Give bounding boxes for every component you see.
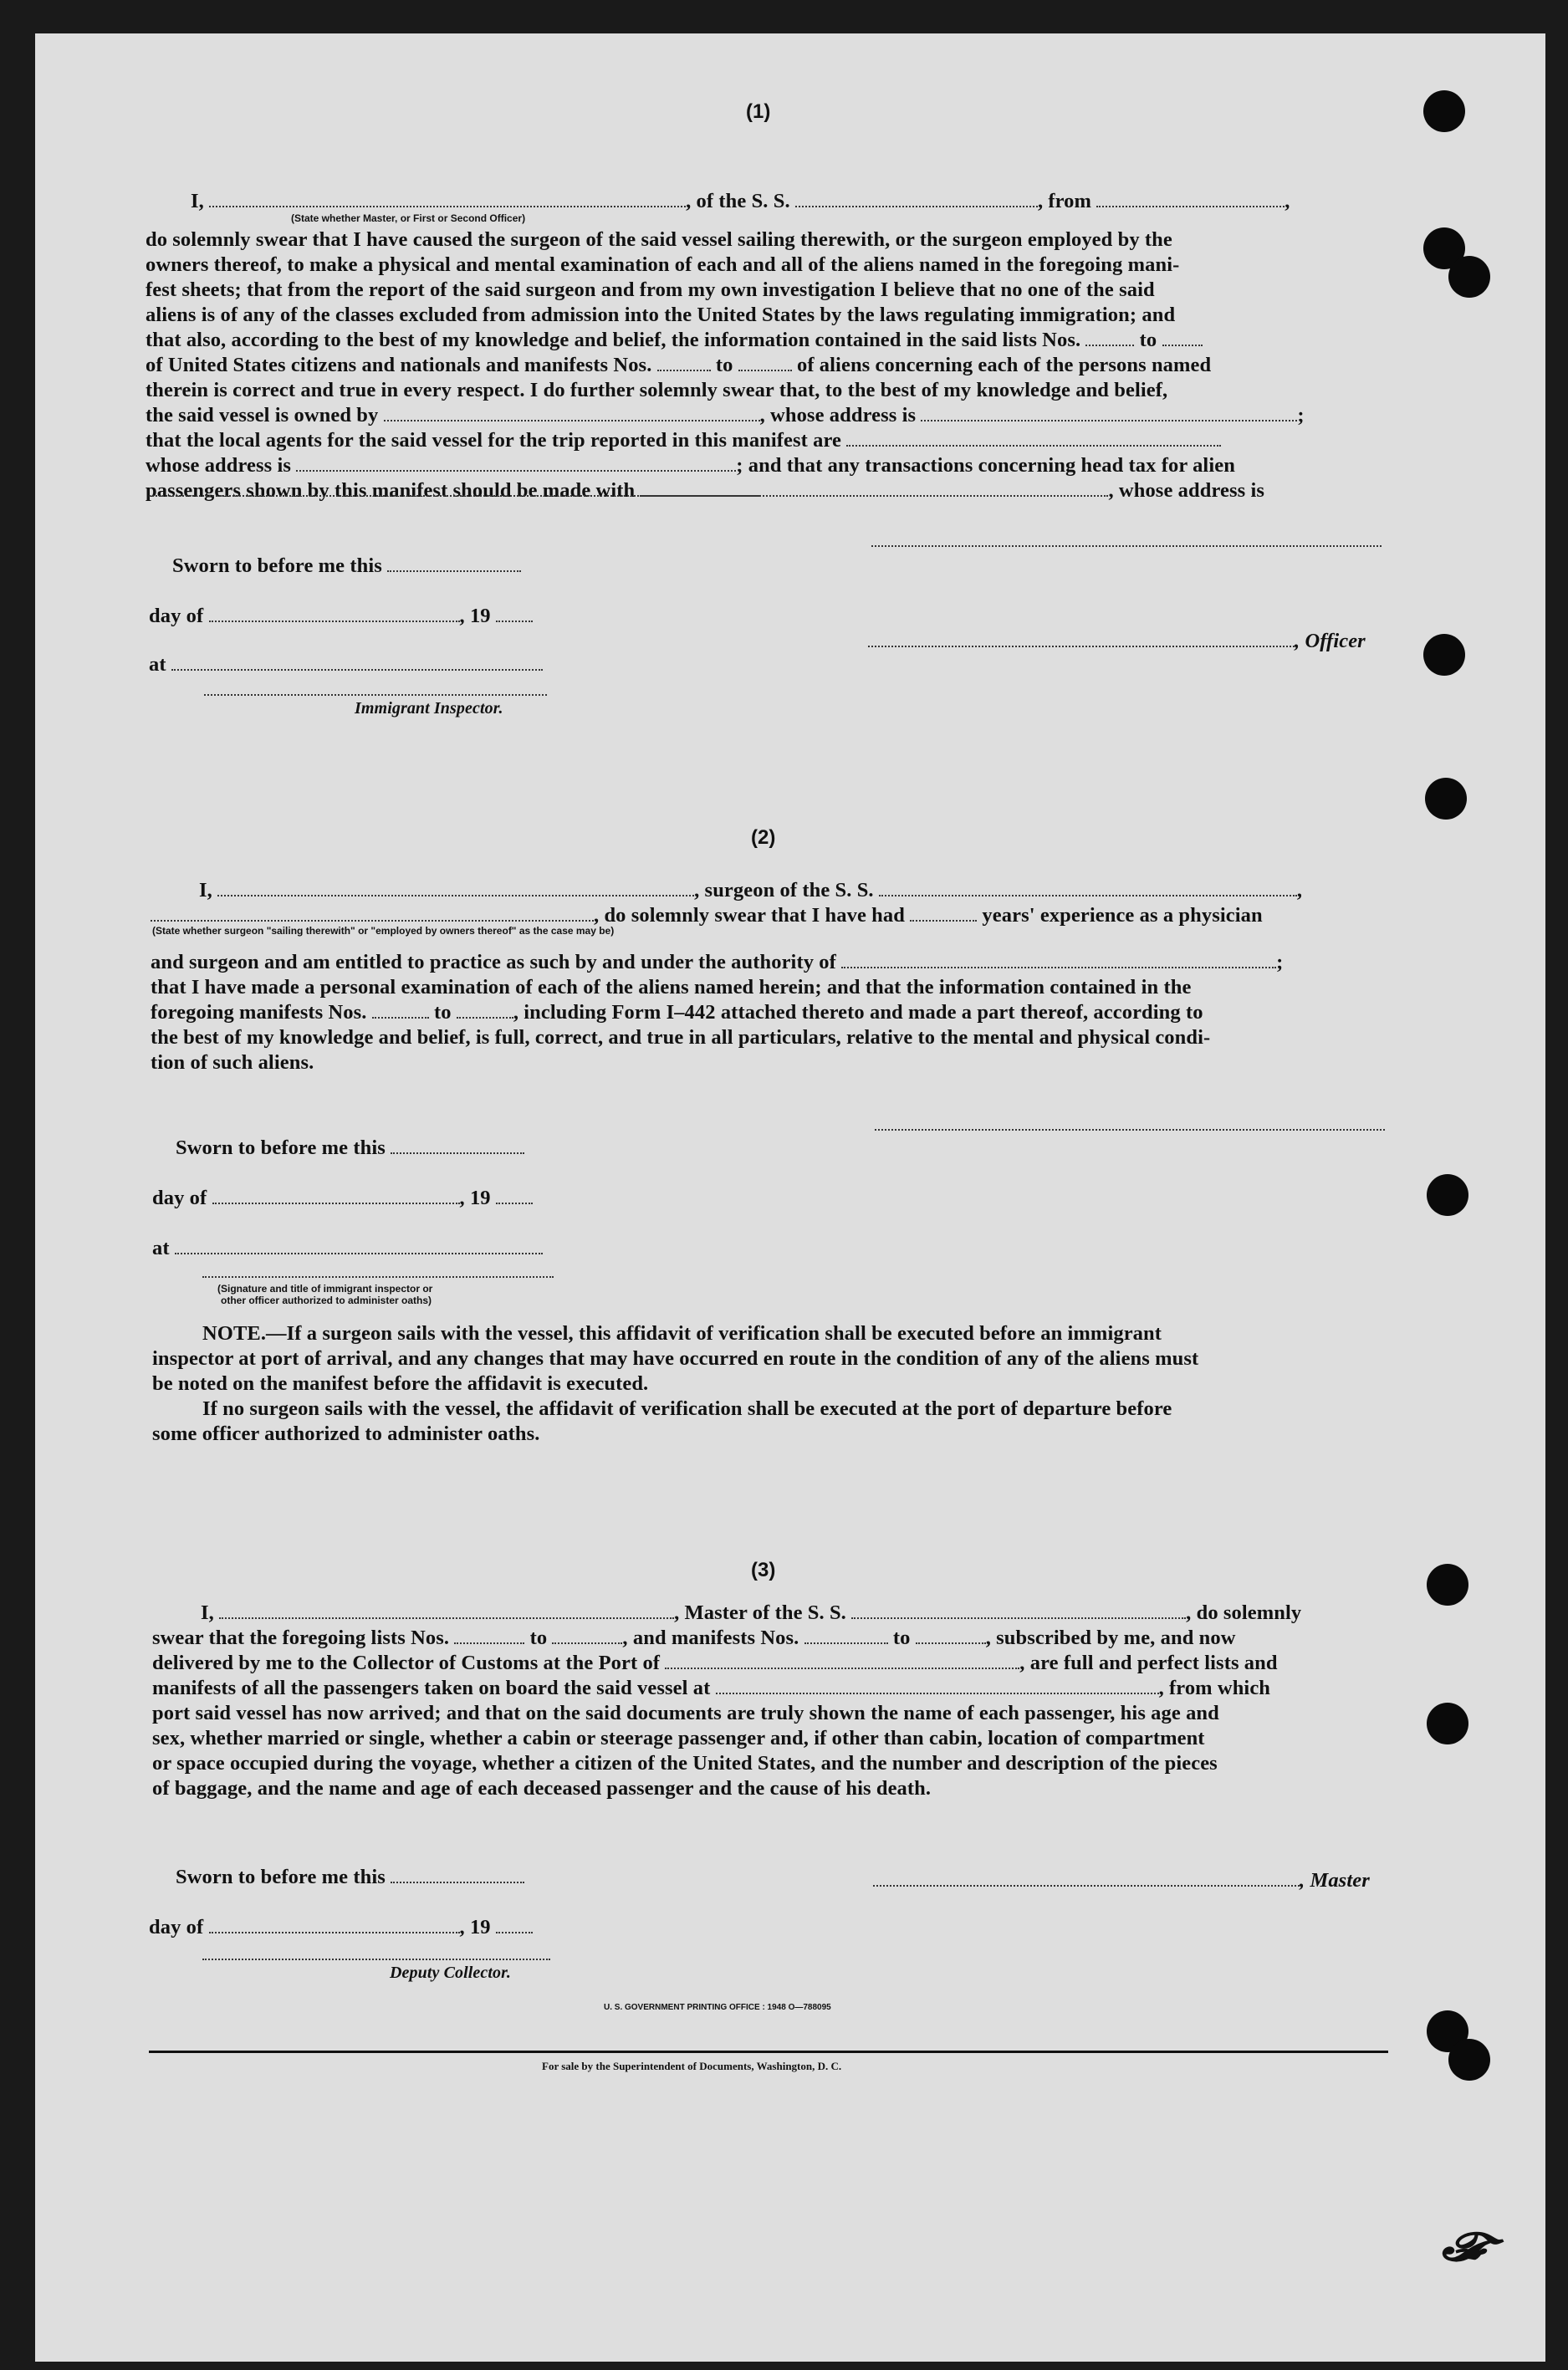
manifests-to-field[interactable]	[738, 355, 792, 371]
s2-note-5: some officer authorized to administer oaths.	[152, 1423, 540, 1445]
punch-hole	[1423, 90, 1465, 132]
boarding-port-field[interactable]	[716, 1678, 1159, 1694]
s1-officer-line: , Officer	[868, 629, 1366, 654]
s3-master-signature[interactable]	[873, 1870, 1300, 1887]
s2-sworn-day-field[interactable]	[391, 1137, 524, 1154]
s1-line-10: that the local agents for the said vessel for the trip reported in this manifest are	[146, 428, 1221, 453]
s1-line-1: I, , of the S. S. , from ,	[191, 190, 1290, 212]
s3-ship-field[interactable]	[851, 1602, 1186, 1619]
s3-line-6: sex, whether married or single, whether a cabin or steerage passenger and, if other than cabin, location of compartment	[152, 1727, 1205, 1749]
s1-master-note: (State whether Master, or First or Second Officer)	[291, 212, 526, 224]
s2-line-6: the best of my knowledge and belief, is full, correct, and true in all particulars, relative to the mental and physical condi-	[151, 1026, 1211, 1049]
s2-surgeon-note: (State whether surgeon "sailing therewith" or "employed by owners thereof" as the case may be)	[152, 925, 615, 937]
s3-line-4: manifests of all the passengers taken on board the said vessel at , from which	[152, 1677, 1271, 1699]
s3-line-3: delivered by me to the Collector of Customs at the Port of , are full and perfect lists and	[152, 1652, 1278, 1674]
s2-ship-field[interactable]	[879, 880, 1297, 896]
s2-line-2: , do solemnly swear that I have had years' experience as a physician	[151, 903, 1263, 928]
s2-note-4: If no surgeon sails with the vessel, the affidavit of verification shall be executed at the port of departure before	[202, 1397, 1172, 1420]
s1-line-11: whose address is ; and that any transactions concerning head tax for alien	[146, 454, 1235, 477]
s1-line-5: aliens is of any of the classes excluded from admission into the United States by the laws regulating immigration; and	[146, 304, 1176, 326]
s3-line-8: of baggage, and the name and age of each deceased passenger and the cause of his death.	[152, 1777, 932, 1800]
ship-name-field[interactable]	[795, 191, 1038, 207]
manifests-from-field[interactable]	[657, 355, 711, 371]
footer-rule	[149, 2051, 1388, 2053]
agents-field[interactable]	[846, 430, 1221, 447]
owner-field[interactable]	[384, 405, 760, 421]
s2-authority-signature[interactable]	[202, 1276, 554, 1278]
from-port-field[interactable]	[1096, 191, 1285, 207]
surgeon-name-field[interactable]	[217, 880, 694, 896]
section-1-number: (1)	[746, 100, 771, 123]
s1-line-9: the said vessel is owned by , whose address is ;	[146, 404, 1305, 426]
s3-master-line: , Master	[873, 1868, 1370, 1893]
s3-sworn: Sworn to before me this	[176, 1865, 524, 1890]
punch-hole	[1425, 778, 1467, 820]
head-tax-field[interactable]	[640, 480, 1108, 497]
s1-year-field[interactable]	[496, 605, 533, 622]
s2-note-2: inspector at port of arrival, and any changes that may have occurred en route in the condition of any of the aliens must	[152, 1347, 1199, 1370]
s3-month-field[interactable]	[209, 1917, 460, 1933]
s3-lists-to-field[interactable]	[552, 1627, 622, 1644]
s1-at: at	[149, 652, 543, 677]
s3-line-5: port said vessel has now arrived; and that on the said documents are truly shown the name of each passenger, his age and	[152, 1702, 1219, 1724]
s2-line-7: tion of such aliens.	[151, 1051, 314, 1074]
section-3-number: (3)	[751, 1559, 776, 1581]
s3-day-of: day of , 19	[149, 1915, 533, 1940]
s3-manifests-from-field[interactable]	[804, 1627, 888, 1644]
s2-month-field[interactable]	[212, 1188, 460, 1204]
s1-line-12: passengers shown by this manifest should be made with , whose address is	[146, 479, 1264, 502]
s1-day-of: day of , 19	[149, 604, 533, 629]
s2-manifests-from-field[interactable]	[372, 1002, 429, 1019]
lists-from-field[interactable]	[1085, 329, 1134, 346]
lists-to-field[interactable]	[1162, 329, 1203, 346]
s2-day-of: day of , 19	[152, 1186, 533, 1211]
handwritten-mark: 𝓕	[1437, 2214, 1491, 2279]
s3-master-field[interactable]	[219, 1602, 674, 1619]
s1-inspector-label: Immigrant Inspector.	[355, 699, 503, 718]
s2-at: at	[152, 1236, 543, 1261]
years-experience-field[interactable]	[910, 905, 977, 922]
s2-note-3: be noted on the manifest before the affidavit is executed.	[152, 1372, 649, 1395]
s1-line-8: therein is correct and true in every respect. I do further solemnly swear that, to the best of my knowledge and belief,	[146, 379, 1168, 401]
punch-hole	[1427, 1703, 1468, 1744]
s1-line-7: of United States citizens and nationals and manifests Nos. to of aliens concerning each of the persons named	[146, 354, 1212, 376]
punch-hole	[1423, 634, 1465, 676]
authority-field[interactable]	[841, 952, 1276, 968]
head-tax-address-field[interactable]	[149, 495, 759, 497]
s2-at-field[interactable]	[175, 1238, 543, 1254]
s2-note-1: NOTE.—If a surgeon sails with the vessel, this affidavit of verification shall be executed before an immigrant	[202, 1322, 1162, 1345]
s1-sworn-day-field[interactable]	[387, 555, 521, 572]
sale-notice: For sale by the Superintendent of Documents, Washington, D. C.	[542, 2060, 842, 2072]
s2-line-1: I, , surgeon of the S. S. ,	[199, 879, 1303, 902]
s3-line-7: or space occupied during the voyage, whether a citizen of the United States, and the number and description of the pieces	[152, 1752, 1218, 1775]
s1-line-3: owners thereof, to make a physical and mental examination of each and all of the aliens named in the foregoing mani-	[146, 253, 1180, 276]
s1-line-4: fest sheets; that from the report of the said surgeon and from my own investigation I believe that no one of the said	[146, 278, 1155, 301]
s3-year-field[interactable]	[496, 1917, 533, 1933]
section-2-number: (2)	[751, 826, 776, 849]
s1-month-field[interactable]	[209, 605, 460, 622]
s3-lists-from-field[interactable]	[454, 1627, 524, 1644]
s1-sworn: Sworn to before me this	[172, 554, 521, 579]
master-name-field[interactable]	[209, 191, 686, 207]
s2-year-field[interactable]	[496, 1188, 533, 1204]
s2-manifests-to-field[interactable]	[457, 1002, 513, 1019]
punch-hole	[1427, 1564, 1468, 1606]
customs-port-field[interactable]	[665, 1652, 1019, 1669]
s2-signature-field[interactable]	[875, 1129, 1385, 1131]
s1-at-field[interactable]	[171, 654, 543, 671]
s2-line-5: foregoing manifests Nos. to , including Form I–442 attached thereto and made a part thereof, according to	[151, 1001, 1203, 1024]
s2-sworn: Sworn to before me this	[176, 1136, 524, 1161]
s2-sig-note-2: other officer authorized to administer oaths)	[221, 1295, 432, 1306]
s3-collector-label: Deputy Collector.	[390, 1964, 512, 1982]
agents-address-field[interactable]	[296, 455, 736, 472]
s2-line-3: and surgeon and am entitled to practice as such by and under the authority of ;	[151, 951, 1284, 973]
s1-signature-field[interactable]	[871, 545, 1382, 547]
document-page	[35, 33, 1545, 2362]
s2-sig-note-1: (Signature and title of immigrant inspector or	[217, 1283, 433, 1295]
s3-line-1: I, , Master of the S. S. , do solemnly	[201, 1601, 1302, 1624]
surgeon-status-field[interactable]	[151, 905, 594, 922]
s2-line-4: that I have made a personal examination of each of the aliens named herein; and that the information contained in the	[151, 976, 1192, 999]
s3-line-2: swear that the foregoing lists Nos. to , and manifests Nos. to , subscribed by me, and now	[152, 1627, 1236, 1649]
s1-officer-field[interactable]	[868, 631, 1295, 647]
punch-hole	[1448, 2039, 1490, 2081]
s3-manifests-to-field[interactable]	[916, 1627, 986, 1644]
s1-line-6: that also, according to the best of my knowledge and belief, the information contained in the said lists Nos. to	[146, 328, 1203, 353]
owner-address-field[interactable]	[921, 405, 1297, 421]
punch-hole	[1448, 256, 1490, 298]
s1-line-2: do solemnly swear that I have caused the surgeon of the said vessel sailing therewith, or the surgeon employed by the	[146, 228, 1172, 251]
punch-hole	[1427, 1174, 1468, 1216]
gpo-imprint: U. S. GOVERNMENT PRINTING OFFICE : 1948 O—788095	[604, 2003, 831, 2012]
s3-sworn-day-field[interactable]	[391, 1867, 524, 1883]
